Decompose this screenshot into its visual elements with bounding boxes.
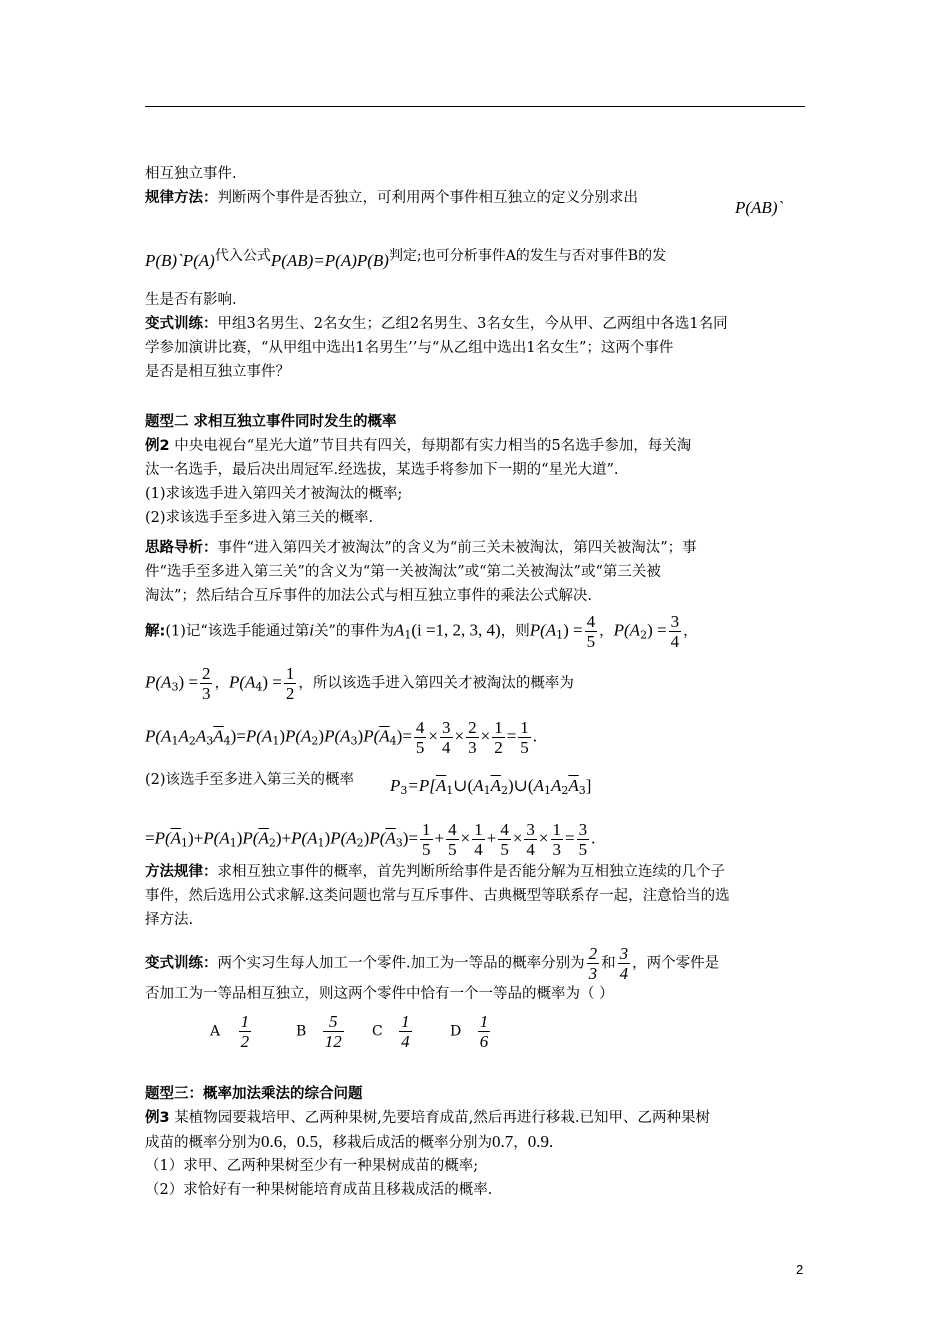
solution-line: [145, 770, 354, 790]
fraction: $\frac{4}{5}$: [415, 718, 425, 757]
math: P(: [242, 828, 259, 848]
math: ): [318, 726, 325, 746]
option-letter: C: [372, 1023, 383, 1040]
fraction: $\frac{2}{3}$: [468, 718, 477, 757]
text-line: [145, 862, 725, 882]
math: 2: [268, 836, 276, 850]
text-line: [145, 944, 719, 983]
math: +: [193, 828, 204, 848]
text-line: [145, 246, 666, 272]
option-letter: B: [296, 1023, 307, 1040]
page-number: 2: [796, 1262, 804, 1277]
option-d[interactable]: [450, 1012, 492, 1051]
math: 3: [400, 784, 408, 797]
math: 1: [404, 628, 412, 642]
section-label: 方法规律：: [145, 864, 218, 880]
math: .: [591, 828, 596, 848]
section-label: 解:: [145, 623, 166, 640]
question: (1)求该选手进入第四关才被淘汰的概率;: [145, 486, 403, 502]
math: $\overline{A}$: [170, 828, 182, 848]
section-label: 规律方法：: [145, 190, 218, 206]
math: ∪: [453, 776, 468, 795]
math: 3: [206, 734, 214, 748]
math: 2: [500, 784, 508, 797]
fraction: $\frac{3}{4}$: [670, 612, 680, 651]
section-heading: 题型二 求相互独立事件同时发生的概率: [145, 414, 397, 430]
math: ): [236, 828, 243, 848]
math: P(A: [284, 726, 312, 746]
math: A: [161, 726, 172, 746]
math: 3: [171, 680, 179, 694]
math: $\overline{A}$: [568, 776, 579, 795]
math: 4: [255, 680, 263, 694]
section-label: 变式训练：: [145, 316, 218, 332]
text: 代入公式: [214, 248, 271, 264]
math: 1: [317, 836, 325, 850]
math: P(B)`P(A): [145, 251, 215, 270]
math: P(: [154, 828, 171, 848]
text: 成苗的概率分别为: [145, 1135, 261, 1151]
text-line: 择方法.: [145, 912, 194, 928]
math: 0.7: [492, 1132, 514, 1151]
text: ，移栽后成活的概率分别为: [318, 1135, 492, 1151]
text-line: 相互独立事件.: [145, 166, 237, 182]
text-line: 是否是相互独立事件？: [145, 364, 290, 380]
math: P(A: [245, 726, 273, 746]
math: 4: [223, 734, 231, 748]
text: ，: [599, 623, 614, 640]
math: (i =1, 2, 3, 4): [411, 620, 501, 640]
math: =: [145, 828, 155, 848]
example-label: 例3: [145, 1110, 170, 1126]
text: 判断两个事件是否独立，可利用两个事件相互独立的定义分别求出: [217, 190, 638, 206]
math: 1: [171, 734, 179, 748]
math: $\overline{A}$: [385, 828, 396, 848]
math: =: [408, 828, 419, 848]
math: 2: [356, 836, 364, 850]
math: P(A: [203, 828, 230, 848]
math: ×: [460, 828, 471, 848]
math: 3: [578, 784, 586, 797]
question: （2）求恰好有一种果树能培育成苗且移栽成活的概率.: [145, 1182, 493, 1198]
math: 0.5: [296, 1132, 318, 1151]
text-line: 事件，然后选用公式求解.这类问题也常与互斥事件、古典概型等联系存一起，注意恰当的选: [145, 888, 730, 904]
text-line: [145, 1132, 553, 1153]
question: （1）求甲、乙两种果树至少有一种果树成苗的概率;: [145, 1158, 479, 1174]
fraction: $\frac{1}{2}$: [494, 718, 503, 757]
math: P(: [369, 828, 386, 848]
fraction: $\frac{1}{2}$: [285, 664, 295, 703]
math: ): [507, 776, 514, 795]
math: ): [357, 726, 364, 746]
math-expr: [735, 198, 783, 219]
math: 1: [483, 784, 491, 797]
math: ): [279, 726, 285, 746]
text: 中央电视台“星光大道”节目共有四关，每期都有实力相当的5名选手参加，每关淘: [169, 438, 692, 454]
math: A: [178, 726, 189, 746]
math: ): [402, 828, 409, 848]
option-letter: D: [450, 1023, 462, 1040]
math: 1: [229, 836, 237, 850]
math: .: [532, 726, 538, 746]
text: ，: [513, 1135, 528, 1151]
text-line: 生是否有影响.: [145, 292, 237, 308]
solution-line: [145, 820, 595, 859]
fraction: $\frac{1}{6}$: [479, 1012, 489, 1051]
question: (2)求该选手至多进入第三关的概率.: [145, 510, 374, 526]
math: ): [230, 726, 237, 746]
fraction: $\frac{1}{4}$: [474, 820, 483, 859]
fraction: $\frac{5}{12}$: [324, 1012, 342, 1051]
math: $\overline{A}$: [490, 776, 501, 795]
text: ，则: [500, 623, 530, 640]
math: $\overline{A}$: [435, 776, 447, 795]
math: ) =: [262, 672, 282, 692]
fraction: $\frac{3}{4}$: [619, 944, 629, 983]
math: $\overline{A}$: [258, 828, 269, 848]
math: ): [188, 828, 194, 848]
math: $\overline{A}$: [379, 726, 390, 746]
text: 两个实习生每人加工一个零件.加工为一等品的概率分别为: [217, 955, 585, 972]
solution-line: [145, 664, 574, 703]
math: A: [473, 776, 484, 795]
math: ×: [454, 726, 465, 746]
math: ∪: [513, 776, 528, 795]
math: ×: [512, 828, 523, 848]
math: P(A: [324, 726, 351, 746]
fraction: $\frac{3}{4}$: [442, 718, 451, 757]
text: (2)该选手至多进入第三关的概率: [145, 772, 355, 788]
math: P(A: [145, 672, 172, 692]
math: P: [390, 776, 401, 795]
math: 3: [350, 734, 358, 748]
math: P(AB)=P(A)P(B): [270, 251, 389, 270]
fraction: $\frac{2}{3}$: [588, 944, 598, 983]
math: A: [393, 620, 405, 640]
header-rule: [145, 106, 805, 107]
text-line: 否加工为一等品相互独立，则这两个零件中恰有一个一等品的概率为（ ）: [145, 986, 614, 1002]
text-line: 汰一名选手，最后决出周冠军.经选拔，某选手将参加下一期的“星光大道”.: [145, 462, 619, 478]
math: A: [195, 726, 207, 746]
math: =: [506, 726, 517, 746]
math: ) =: [647, 620, 667, 640]
fraction: $\frac{4}{5}$: [586, 612, 596, 651]
text-line: [145, 314, 728, 334]
math: P(AB)`: [735, 198, 784, 217]
example-label: 例2: [145, 438, 170, 454]
math: (: [467, 776, 474, 795]
option-a[interactable]: [210, 1012, 253, 1051]
math: (: [527, 776, 534, 795]
text-line: 件“选手至多进入第三关”的含义为“第一关被淘汰”或“第二关被淘汰”或“第三关被: [145, 564, 661, 580]
text: (1)记“该选手能通过第: [165, 623, 310, 640]
section-heading: 题型三：概率加法乘法的综合问题: [145, 1086, 363, 1102]
fraction: $\frac{1}{5}$: [422, 820, 431, 859]
text: ，所以该选手进入第四关才被淘汰的概率为: [298, 675, 574, 692]
math: ): [363, 828, 370, 848]
math: ): [324, 828, 331, 848]
text: 求相互独立事件的概率，首先判断所给事件是否能分解为互相独立连续的几个子: [217, 864, 725, 880]
math: ): [275, 828, 282, 848]
fraction: $\frac{1}{4}$: [401, 1012, 410, 1051]
text: ，两个零件是: [632, 955, 720, 972]
fraction: $\frac{4}{5}$: [448, 820, 457, 859]
math: i: [309, 620, 314, 640]
math: ×: [538, 828, 549, 848]
math: +: [434, 828, 445, 848]
math: P(: [363, 726, 380, 746]
math: 1: [446, 784, 454, 797]
math: 1: [543, 784, 551, 797]
math: P(A: [529, 620, 557, 640]
text: 判定;也可分析事件A的发生与否对事件B的发: [388, 248, 667, 264]
math: P(A: [291, 828, 318, 848]
math: +: [281, 828, 292, 848]
math: ×: [480, 726, 491, 746]
math: .: [549, 1132, 554, 1151]
math: P(A: [613, 620, 641, 640]
math: 1: [181, 836, 189, 850]
text: ，: [282, 1135, 297, 1151]
text: 某植物园要栽培甲、乙两种果树,先要培育成苗,然后再进行移栽.已知甲、乙两种果树: [169, 1110, 711, 1126]
math: 0.6: [261, 1132, 283, 1151]
text-line: [145, 436, 691, 456]
option-b[interactable]: [296, 1012, 346, 1051]
text-line: [145, 538, 697, 558]
math: ]: [585, 776, 592, 795]
fraction: $\frac{1}{3}$: [552, 820, 561, 859]
text: 和: [601, 955, 616, 972]
fraction: $\frac{4}{5}$: [500, 820, 509, 859]
math: P(A: [330, 828, 357, 848]
fraction: $\frac{3}{5}$: [578, 820, 588, 859]
math: =: [402, 726, 412, 746]
math: =P[: [407, 776, 436, 795]
math: ): [396, 726, 403, 746]
math: ×: [428, 726, 438, 746]
section-label: 思路导析：: [145, 540, 218, 556]
math-expr: [390, 776, 591, 801]
math: 2: [640, 628, 648, 642]
math: $\overline{A}$: [213, 726, 224, 746]
math: 0.9: [527, 1132, 549, 1151]
math: =: [565, 828, 575, 848]
option-letter: A: [210, 1023, 221, 1040]
math: +: [486, 828, 497, 848]
text: 关”的事件为: [314, 623, 394, 640]
math: ) =: [178, 672, 198, 692]
math: ) =: [563, 620, 583, 640]
math: P(A: [228, 672, 256, 692]
math: 2: [311, 734, 319, 748]
math: =: [236, 726, 246, 746]
math: 2: [561, 784, 569, 797]
text-line: [145, 1108, 710, 1128]
math: 1: [556, 628, 564, 642]
text-line: 学参加演讲比赛，“从甲组中选出1名男生’’与“从乙组中选出1名女生”；这两个事件: [145, 340, 674, 356]
text: 事件“进入第四关才被淘汰”的含义为“前三关未被淘汰，第四关被淘汰”；事: [217, 540, 697, 556]
text: ，: [683, 623, 698, 640]
math: 1: [272, 734, 280, 748]
math: P(: [145, 726, 162, 746]
fraction: $\frac{1}{5}$: [520, 718, 529, 757]
text-line: 淘汰”；然后结合互斥事件的加法公式与相互独立事件的乘法公式解决.: [145, 588, 593, 604]
fraction: $\frac{2}{3}$: [201, 664, 211, 703]
math: 4: [389, 734, 397, 748]
solution-line: [145, 612, 698, 651]
solution-line: [145, 718, 537, 757]
math: A: [550, 776, 562, 795]
text: 甲组3名男生、2名女生；乙组2名男生、3名女生，今从甲、乙两组中各选1名同: [217, 316, 728, 332]
math: A: [533, 776, 544, 795]
text-line: [145, 188, 638, 208]
option-c[interactable]: [372, 1012, 414, 1051]
text: ，: [214, 675, 229, 692]
fraction: $\frac{3}{4}$: [526, 820, 535, 859]
section-label: 变式训练：: [145, 955, 218, 972]
math: 2: [188, 734, 196, 748]
fraction: $\frac{1}{2}$: [240, 1012, 250, 1051]
math: 3: [395, 836, 403, 850]
